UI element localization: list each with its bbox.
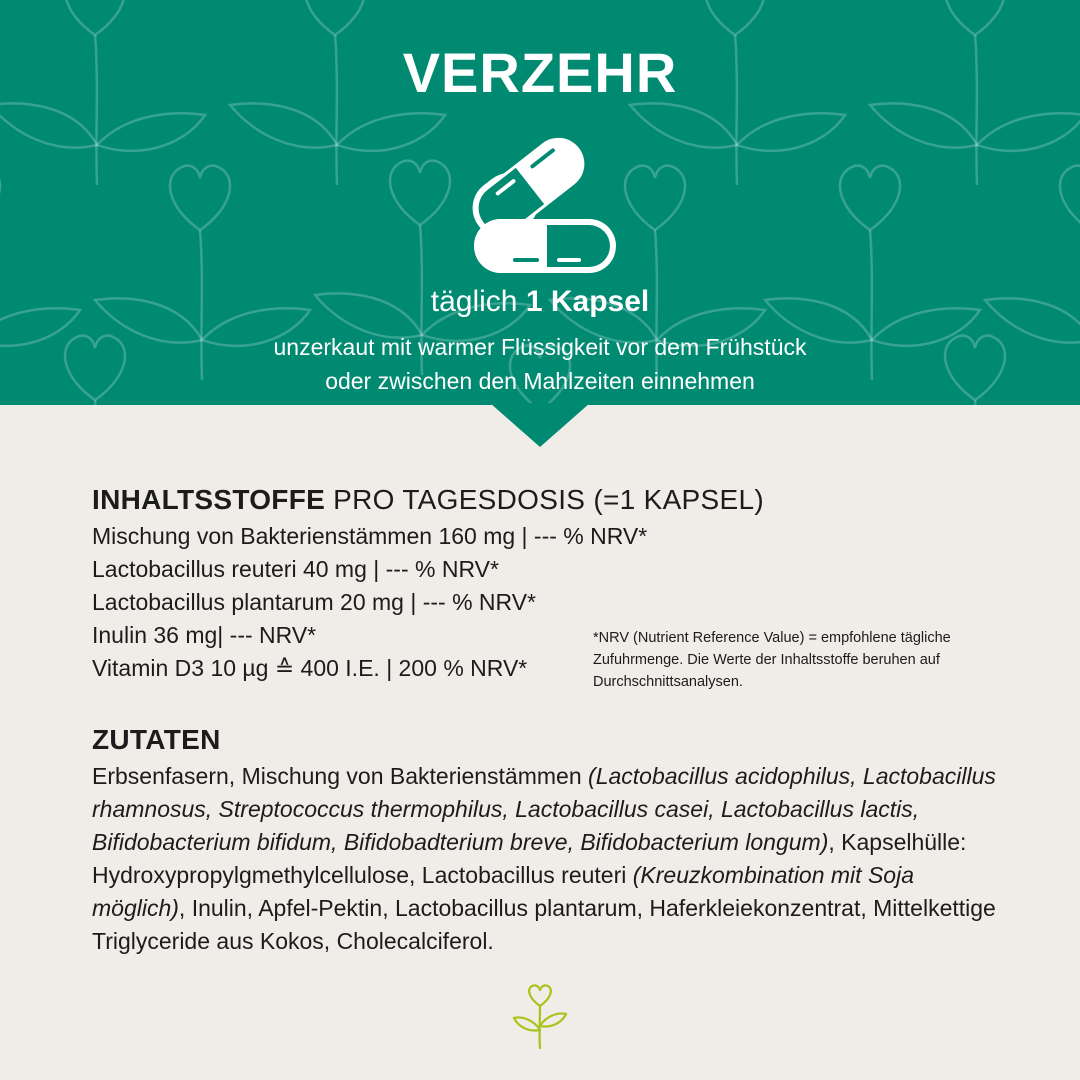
hero-notch xyxy=(490,403,590,447)
list-item: Mischung von Bakterienstämmen 160 mg | --- % NRV* xyxy=(92,523,648,549)
instruction-line-1: unzerkaut mit warmer Flüssigkeit vor dem Frühstück xyxy=(273,334,807,360)
zutaten-seg-5: , Inulin, Apfel-Pektin, Lactobacillus plantarum, Haferkleiekonzentrat, Mittelkettige Triglyceride aus Kokos, Cholecalciferol. xyxy=(92,895,996,954)
capsule-icon xyxy=(466,128,616,278)
instruction-line-2: oder zwischen den Mahlzeiten einnehmen xyxy=(325,368,755,394)
zutaten-seg-4: (Kreuzkombination mit Soja möglich) xyxy=(92,862,914,921)
hero-banner xyxy=(0,0,1080,405)
ingredients-heading-rest: PRO TAGESDOSIS (=1 KAPSEL) xyxy=(325,484,764,515)
list-item: Lactobacillus plantarum 20 mg | --- % NRV* xyxy=(92,589,537,615)
sprout-heart-icon xyxy=(510,982,570,1052)
ingredients-heading xyxy=(92,484,764,516)
page-title: VERZEHR xyxy=(402,41,678,104)
ingredients-heading-bold: INHALTSSTOFFE xyxy=(92,484,326,515)
nrv-footnote: *NRV (Nutrient Reference Value) = empfohlene tägliche Zufuhrmenge. Die Werte der Inhaltsstoffe beruhen auf Durchschnittsanalysen. xyxy=(593,630,951,690)
zutaten-heading: ZUTATEN xyxy=(92,724,221,755)
ingredients-list xyxy=(92,520,647,685)
zutaten-seg-2: (Lactobacillus acidophilus, Lactobacillus rhamnosus, Streptococcus thermophilus, Lactobacillus casei, Lactobacillus lactis, Bifidobacterium bifidum, Bifidobadterium breve, Bifidobacterium longum) xyxy=(92,763,996,855)
zutaten-seg-1: Erbsenfasern, Mischung von Bakterienstämmen xyxy=(92,763,589,789)
list-item: Lactobacillus reuteri 40 mg | --- % NRV* xyxy=(92,556,499,582)
dose-amount: 1 Kapsel xyxy=(525,285,650,318)
dose-prefix: täglich xyxy=(430,285,526,318)
zutaten-text xyxy=(92,760,1012,958)
list-item: Vitamin D3 10 µg ≙ 400 I.E. | 200 % NRV* xyxy=(92,655,528,681)
list-item: Inulin 36 mg| --- NRV* xyxy=(92,622,317,648)
zutaten-seg-3: , Kapselhülle: Hydroxypropylgmethylcellulose, Lactobacillus reuteri xyxy=(92,829,967,888)
daily-dose xyxy=(0,285,1080,319)
